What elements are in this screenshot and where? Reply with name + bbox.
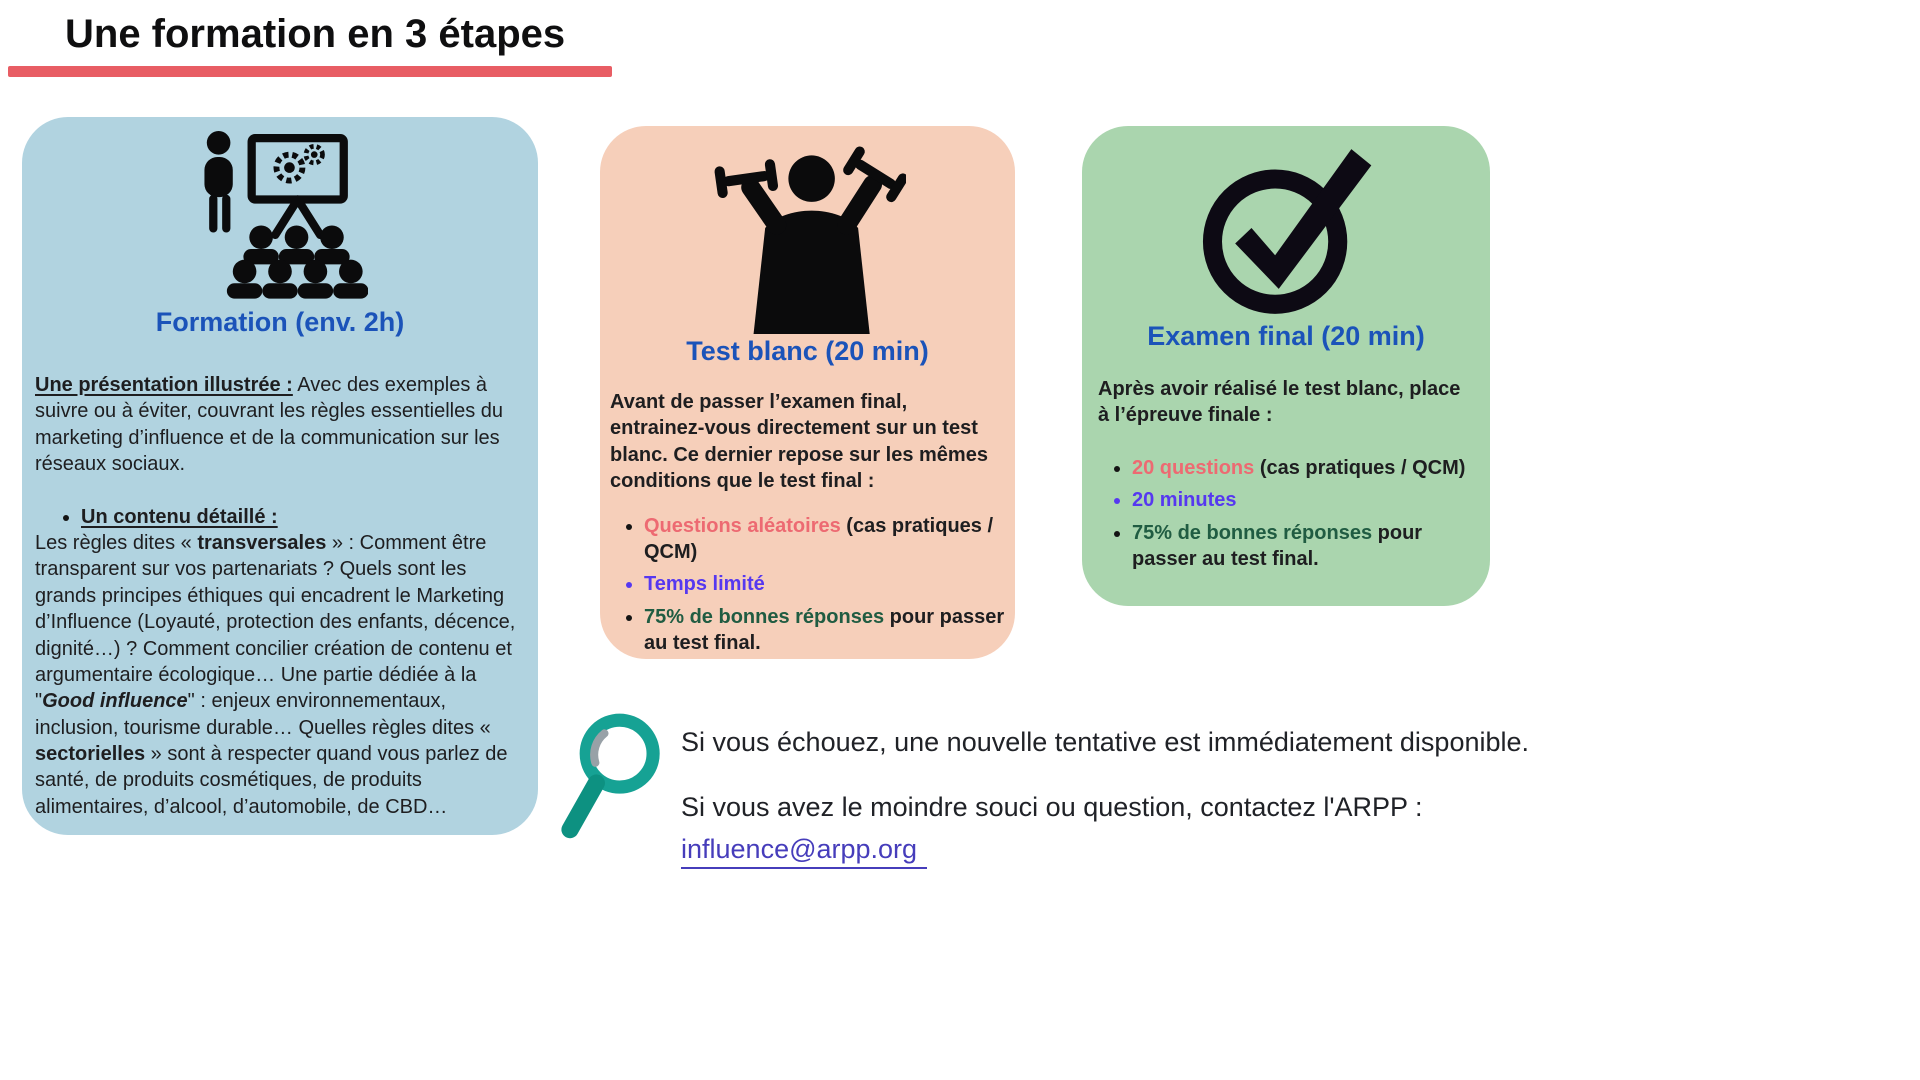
weightlifter-icon bbox=[600, 138, 1015, 334]
test-blanc-card-title: Test blanc (20 min) bbox=[686, 336, 929, 366]
examen-final-bullet-questions: • 20 questions (cas pratiques / QCM) bbox=[1132, 455, 1474, 481]
presentation-icon bbox=[22, 131, 538, 301]
formation-card bbox=[22, 117, 538, 835]
check-circle-icon bbox=[1082, 140, 1490, 317]
email-link[interactable]: influence@arpp.org bbox=[681, 832, 927, 869]
test-blanc-bullet-temps: • Temps limité bbox=[644, 571, 1005, 597]
examen-final-bullet-score: • 75% de bonnes réponses pour passer au test final. bbox=[1132, 520, 1474, 573]
test-blanc-bullet-score: • 75% de bonnes réponses pour passer au test final. bbox=[644, 604, 1005, 657]
formation-detail: Les règles dites « transversales » : Comment être transparent sur vos partenariats ? Quels sont les grands principes éthiques qui encadrent le Marketing d’Influence (Loyauté, protection des enfants, décence, dignité…) ? Comment concilier création de contenu et argumentaire écologique… Une partie dédiée à la "Good influence" : enjeux environnementaux, inclusion, tourisme durable… Quelles règles dites « sectorielles » sont à respecter quand vous parlez de santé, de produits cosmétiques, de produits alimentaires, d’alcool, d’automobile, de CBD… bbox=[35, 531, 516, 818]
examen-final-intro: Après avoir réalisé le test blanc, place à l’épreuve finale : bbox=[1098, 378, 1461, 427]
test-blanc-bullet-questions: • Questions aléatoires (cas pratiques / QCM) bbox=[644, 513, 1005, 566]
contact-note: Si vous avez le moindre souci ou question, contactez l'ARPP : bbox=[681, 792, 1423, 822]
title-underline bbox=[8, 66, 612, 77]
test-blanc-card bbox=[600, 126, 1015, 659]
formation-intro: Une présentation illustrée : Avec des exemples à suivre ou à éviter, couvrant les règles essentielles du marketing d’influence et de la communication sur les réseaux sociaux. bbox=[35, 374, 504, 476]
test-blanc-bullet-list bbox=[610, 513, 1005, 657]
test-blanc-intro: Avant de passer l’examen final, entrainez-vous directement sur un test blanc. Ce dernier repose sur les mêmes conditions que le test final : bbox=[610, 391, 988, 493]
examen-final-bullet-list bbox=[1098, 455, 1474, 573]
formation-bullet-item: • Un contenu détaillé : bbox=[81, 504, 525, 530]
examen-final-card-title: Examen final (20 min) bbox=[1147, 321, 1425, 351]
page-title: Une formation en 3 étapes bbox=[65, 12, 566, 56]
examen-final-card bbox=[1082, 126, 1490, 606]
contact-block bbox=[681, 790, 1423, 869]
retry-note: Si vous échouez, une nouvelle tentative est immédiatement disponible. bbox=[681, 727, 1530, 757]
magnifier-icon bbox=[548, 706, 666, 858]
formation-card-title: Formation (env. 2h) bbox=[155, 307, 405, 337]
formation-bullet-list bbox=[35, 504, 525, 530]
examen-final-bullet-minutes: • 20 minutes bbox=[1132, 487, 1474, 513]
